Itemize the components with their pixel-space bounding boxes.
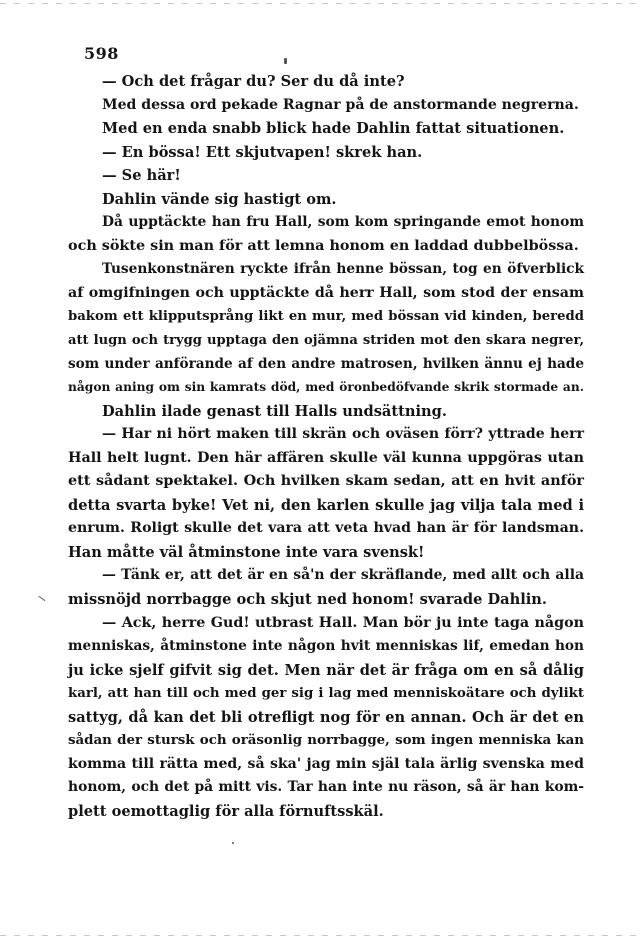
text-line: sattyg, då kan det bli otrefligt nog för en annan. Och är det en — [68, 708, 584, 726]
ink-speck — [38, 596, 45, 601]
text-line: komma till rätta med, så ska' jag min själ tala ärlig svenska med — [68, 755, 584, 772]
text-line: menniskas, åtminstone inte någon hvit menniskas lif, emedan hon — [68, 638, 584, 655]
text-line: Dahlin vände sig hastigt om. — [102, 190, 337, 208]
body-text — [68, 70, 584, 824]
text-line: att lugn och trygg upptaga den ojämna striden mot den skara negrer, — [68, 333, 584, 349]
text-line: och sökte sin man för att lemna honom en laddad dubbelbössa. — [68, 237, 579, 254]
scan-edge-top — [0, 3, 640, 4]
text-line: — Och det frågar du? Ser du då inte? — [102, 73, 405, 90]
text-line: sådan der stursk och oräsonlig norrbagge, som ingen menniska kan — [68, 732, 584, 749]
ink-speck — [232, 842, 234, 844]
text-line: Dahlin ilade genast till Halls undsättning. — [102, 402, 447, 420]
text-line: bakom ett klipputsprång likt en mur, med bössan vid kinden, beredd — [68, 309, 584, 325]
text-line: — Se här! — [102, 167, 181, 185]
page-number: 598 — [84, 44, 119, 63]
text-line: honom, och det på mitt vis. Tar han inte nu räson, så är han kom- — [68, 779, 584, 796]
text-line: — Tänk er, att det är en så'n der skräflande, med allt och alla — [102, 567, 584, 584]
text-line: någon aning om sin kamrats död, med öronbedöfvande skrik stormade an. — [68, 380, 584, 395]
text-line: ett sådant spektakel. Och hvilken skam sedan, att en hvit anför — [68, 473, 584, 490]
scan-edge-bottom — [0, 935, 640, 936]
text-line: Med dessa ord pekade Ragnar på de anstormande negrerna. — [102, 96, 579, 113]
text-line: som under anförande af den andre matrosen, hvilken ännu ej hade — [68, 355, 584, 372]
text-line: Hall helt lugnt. Den här affären skulle väl kunna uppgöras utan — [68, 449, 584, 466]
text-line: Han måtte väl åtminstone inte vara svensk! — [68, 543, 425, 561]
ink-speck — [284, 58, 287, 64]
text-line: detta svarta byke! Vet ni, den karlen skulle jag vilja tala med i — [68, 496, 584, 514]
text-line: Tusenkonstnären ryckte ifrån henne bössan, tog en öfverblick — [102, 261, 584, 278]
text-line: ju icke sjelf gifvit sig det. Men när det är fråga om en så dålig — [68, 661, 584, 679]
text-line: — Ack, herre Gud! utbrast Hall. Man bör ju inte taga någon — [102, 614, 584, 631]
text-line: karl, att han till och med ger sig i lag med menniskoätare och dylikt — [68, 686, 584, 702]
text-line: Med en enda snabb blick hade Dahlin fattat situationen. — [102, 120, 565, 138]
text-line: — Har ni hört maken till skrän och oväsen förr? yttrade herr — [102, 426, 584, 443]
text-line: af omgifningen och upptäckte då herr Hall, som stod der ensam — [68, 284, 584, 301]
text-line: — En bössa! Ett skjutvapen! skrek han. — [102, 143, 423, 161]
text-line: enrum. Roligt skulle det vara att veta hvad han är för landsman. — [68, 520, 584, 537]
text-line: missnöjd norrbagge och skjut ned honom! svarade Dahlin. — [68, 591, 547, 609]
text-line: plett oemottaglig för alla förnuftsskäl. — [68, 802, 384, 820]
text-line: Då upptäckte han fru Hall, som kom springande emot honom — [102, 214, 584, 231]
